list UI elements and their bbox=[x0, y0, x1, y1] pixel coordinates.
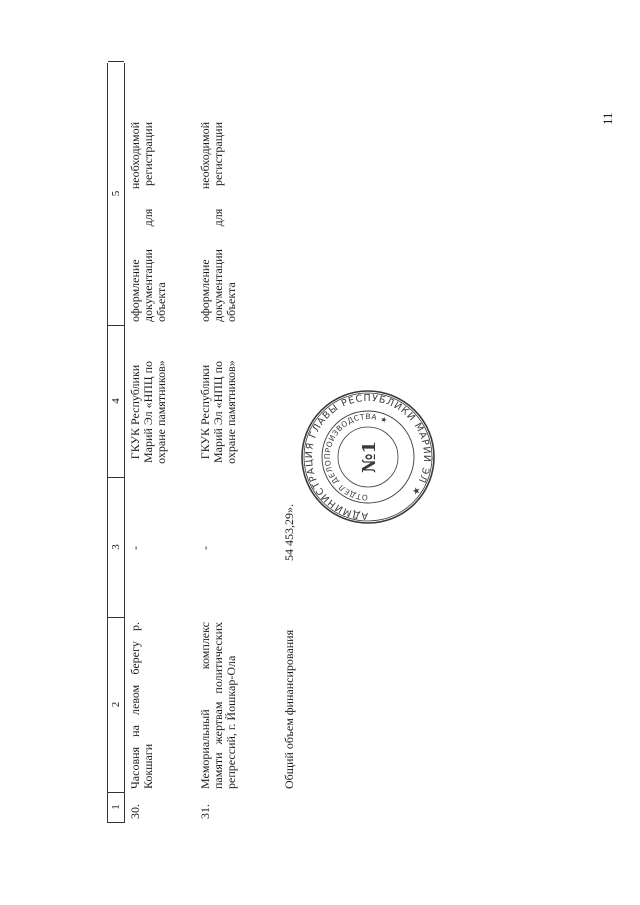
row-number: 30. bbox=[128, 804, 142, 819]
header-col-4: 4 bbox=[108, 325, 124, 478]
object-name: Мемориальный комплекс памяти жертвам политических репрессий, г. Йошкар-Ола bbox=[198, 622, 238, 789]
responsible-org: ГКУК Республики Марий Эл «НПЦ по охране памятников» bbox=[128, 360, 168, 464]
official-stamp bbox=[298, 387, 438, 527]
row-number: 31. bbox=[198, 804, 212, 819]
page-number: 11 bbox=[600, 112, 615, 125]
header-col-3: 3 bbox=[108, 477, 124, 618]
object-name: Часовня на левом берегу р. Кокшаги bbox=[128, 622, 155, 789]
total-value: 54 453,29». bbox=[282, 504, 296, 561]
table-row bbox=[129, 63, 189, 823]
header-col-1: 1 bbox=[108, 792, 124, 823]
responsible-org: ГКУК Республики Марий Эл «НПЦ по охране памятников» bbox=[198, 360, 238, 464]
action-text: оформление необходимой документации для регистрации объекта bbox=[128, 122, 168, 322]
svg-text:№1: №1 bbox=[359, 440, 380, 474]
svg-text:АДМИНИСТРАЦИЯ ГЛАВЫ РЕСПУБЛИКИ: АДМИНИСТРАЦИЯ ГЛАВЫ РЕСПУБЛИКИ МАРИЙ ЭЛ ★ bbox=[303, 392, 433, 522]
svg-text:ОТДЕЛ ДЕЛОПРОИЗВОДСТВА ★: ОТДЕЛ ДЕЛОПРОИЗВОДСТВА ★ bbox=[322, 411, 390, 503]
total-label: Общий объем финансирования bbox=[282, 629, 296, 789]
table-header-row bbox=[107, 63, 125, 823]
header-col-2: 2 bbox=[108, 617, 124, 793]
financing-table bbox=[107, 63, 296, 823]
col3-value: - bbox=[198, 546, 212, 550]
header-col-5: 5 bbox=[108, 61, 124, 326]
action-text: оформление необходимой документации для регистрации объекта bbox=[198, 122, 238, 322]
table-row bbox=[199, 63, 259, 823]
col3-value: - bbox=[128, 546, 142, 550]
